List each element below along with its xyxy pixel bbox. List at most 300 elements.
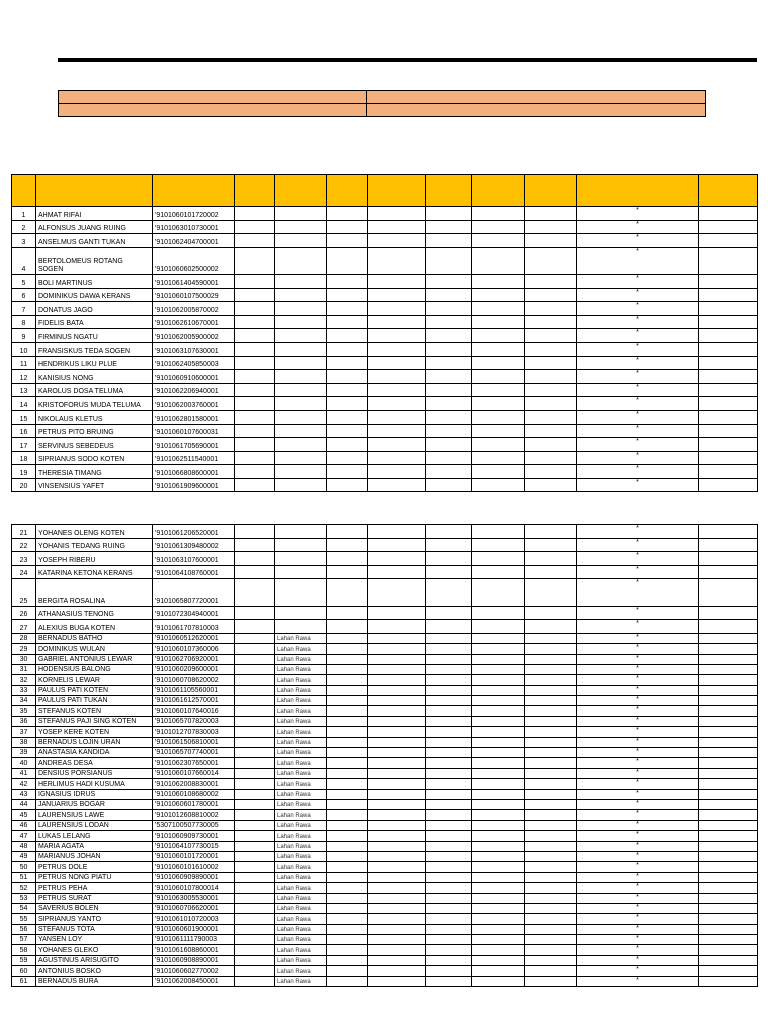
empty-cell	[699, 356, 758, 370]
row-number: 10	[12, 342, 36, 356]
empty-cell	[327, 633, 368, 643]
table-row	[12, 862, 758, 872]
empty-cell	[235, 800, 275, 810]
land-type: Lahan Rawa	[275, 664, 327, 674]
farmer-name: HENDRIKUS LIKU PLUE	[36, 356, 153, 370]
empty-cell	[426, 552, 472, 566]
empty-cell	[472, 579, 525, 606]
empty-cell	[699, 789, 758, 799]
empty-cell	[235, 370, 275, 384]
empty-cell	[327, 478, 368, 492]
empty-cell	[327, 903, 368, 913]
empty-cell	[699, 800, 758, 810]
nik-number: '9101060107800014	[153, 883, 235, 893]
table-row	[12, 737, 758, 747]
empty-cell	[327, 935, 368, 945]
row-number: 29	[12, 644, 36, 654]
empty-cell	[472, 451, 525, 465]
empty-cell	[472, 768, 525, 778]
empty-cell	[472, 716, 525, 726]
nik-number: '9101060909890001	[153, 872, 235, 882]
farmer-name: YOHANES OLENG KOTEN	[36, 525, 153, 539]
mark-cell: *	[577, 274, 699, 288]
row-number: 14	[12, 397, 36, 411]
empty-cell	[525, 872, 577, 882]
empty-cell	[525, 831, 577, 841]
table-row	[12, 872, 758, 882]
land-type: Lahan Rawa	[275, 903, 327, 913]
farmer-name: HODENSIUS BALONG	[36, 664, 153, 674]
empty-cell	[426, 800, 472, 810]
table-row	[12, 810, 758, 820]
empty-cell	[235, 538, 275, 552]
table-row	[12, 478, 758, 492]
land-type	[275, 424, 327, 438]
row-number: 11	[12, 356, 36, 370]
empty-cell	[525, 424, 577, 438]
land-type: Lahan Rawa	[275, 966, 327, 976]
table-row	[12, 883, 758, 893]
nik-number: '9101062005900002	[153, 329, 235, 343]
table-row	[12, 696, 758, 706]
empty-cell	[525, 478, 577, 492]
empty-cell	[525, 685, 577, 695]
farmer-name: STEFANUS TOTA	[36, 924, 153, 934]
empty-cell	[472, 851, 525, 861]
farmer-name: AHMAT RIFAI	[36, 207, 153, 221]
land-type	[275, 356, 327, 370]
table-row	[12, 789, 758, 799]
empty-cell	[426, 685, 472, 695]
farmer-name: ALFONSUS JUANG RUING	[36, 220, 153, 234]
mark-cell: *	[577, 696, 699, 706]
farmer-name: KRISTOFORUS MUDA TELUMA	[36, 397, 153, 411]
empty-cell	[426, 356, 472, 370]
land-type	[275, 274, 327, 288]
row-number: 34	[12, 696, 36, 706]
empty-cell	[327, 465, 368, 479]
table-row	[12, 820, 758, 830]
empty-cell	[327, 525, 368, 539]
empty-cell	[525, 966, 577, 976]
empty-cell	[472, 664, 525, 674]
empty-cell	[327, 274, 368, 288]
empty-cell	[472, 302, 525, 316]
empty-cell	[368, 893, 426, 903]
empty-cell	[699, 565, 758, 579]
empty-cell	[426, 727, 472, 737]
nik-number: '9101060107500029	[153, 288, 235, 302]
farmer-name: DENSIUS PORSIANUS	[36, 768, 153, 778]
empty-cell	[368, 955, 426, 965]
farmer-name: JANUARIUS BOGAR	[36, 800, 153, 810]
row-number: 32	[12, 675, 36, 685]
nik-number: '9101061705690001	[153, 438, 235, 452]
land-type: Lahan Rawa	[275, 758, 327, 768]
farmer-name: PAULUS PATI TUKAN	[36, 696, 153, 706]
nik-number: '9101060706620001	[153, 903, 235, 913]
farmer-name: MARIA AGATA	[36, 841, 153, 851]
mark-cell: *	[577, 872, 699, 882]
land-type	[275, 552, 327, 566]
table-row	[12, 451, 758, 465]
empty-cell	[327, 397, 368, 411]
farmer-name: YANSEN LOY	[36, 935, 153, 945]
empty-cell	[426, 831, 472, 841]
land-type: Lahan Rawa	[275, 851, 327, 861]
header-cell	[472, 175, 525, 207]
empty-cell	[368, 862, 426, 872]
row-number: 41	[12, 768, 36, 778]
table-row	[12, 851, 758, 861]
empty-cell	[368, 810, 426, 820]
empty-cell	[426, 525, 472, 539]
header-cell	[577, 175, 699, 207]
table-row	[12, 706, 758, 716]
mark-cell: *	[577, 945, 699, 955]
nik-number: '9101062801580001	[153, 410, 235, 424]
empty-cell	[235, 525, 275, 539]
empty-cell	[368, 716, 426, 726]
farmer-name: KORNELIS LEWAR	[36, 675, 153, 685]
empty-cell	[472, 370, 525, 384]
empty-cell	[327, 565, 368, 579]
empty-cell	[368, 424, 426, 438]
empty-cell	[368, 383, 426, 397]
empty-cell	[327, 438, 368, 452]
table-row	[12, 620, 758, 634]
empty-cell	[426, 606, 472, 620]
table-row	[12, 370, 758, 384]
land-type	[275, 370, 327, 384]
empty-cell	[327, 727, 368, 737]
empty-cell	[426, 737, 472, 747]
empty-cell	[472, 654, 525, 664]
empty-cell	[699, 207, 758, 221]
farmer-name: GABRIEL ANTONIUS LEWAR	[36, 654, 153, 664]
mark-cell: *	[577, 220, 699, 234]
empty-cell	[235, 620, 275, 634]
empty-cell	[472, 383, 525, 397]
empty-cell	[699, 820, 758, 830]
farmer-name: YOSEPH RIBERU	[36, 552, 153, 566]
empty-cell	[472, 696, 525, 706]
empty-cell	[327, 945, 368, 955]
mark-cell: *	[577, 955, 699, 965]
nik-number: '9101062706920001	[153, 654, 235, 664]
mark-cell: *	[577, 329, 699, 343]
farmer-name: HERLIMUS HADI KUSUMA	[36, 779, 153, 789]
empty-cell	[472, 883, 525, 893]
empty-cell	[525, 220, 577, 234]
empty-cell	[368, 465, 426, 479]
empty-cell	[426, 438, 472, 452]
mark-cell: *	[577, 800, 699, 810]
farmer-name: PETRUS PITO BRUING	[36, 424, 153, 438]
empty-cell	[699, 234, 758, 248]
empty-cell	[368, 451, 426, 465]
empty-cell	[525, 883, 577, 893]
empty-cell	[426, 768, 472, 778]
row-number: 35	[12, 706, 36, 716]
empty-cell	[327, 955, 368, 965]
empty-cell	[327, 841, 368, 851]
empty-cell	[426, 565, 472, 579]
empty-cell	[368, 851, 426, 861]
mark-cell: *	[577, 302, 699, 316]
mark-cell: *	[577, 397, 699, 411]
land-type	[275, 220, 327, 234]
empty-cell	[426, 893, 472, 903]
farmer-name: YOHANIS TEDANG RUING	[36, 538, 153, 552]
empty-cell	[699, 247, 758, 274]
empty-cell	[525, 329, 577, 343]
land-type: Lahan Rawa	[275, 841, 327, 851]
empty-cell	[472, 329, 525, 343]
empty-cell	[426, 696, 472, 706]
empty-cell	[525, 903, 577, 913]
table-row	[12, 438, 758, 452]
header-cell	[275, 175, 327, 207]
empty-cell	[472, 924, 525, 934]
farmer-name: AGUSTINUS ARISUGITO	[36, 955, 153, 965]
empty-cell	[699, 810, 758, 820]
empty-cell	[327, 914, 368, 924]
empty-cell	[368, 579, 426, 606]
empty-cell	[235, 342, 275, 356]
farmer-name: FIRMINUS NGATU	[36, 329, 153, 343]
empty-cell	[368, 820, 426, 830]
farmer-name: ATHANASIUS TENONG	[36, 606, 153, 620]
mark-cell: *	[577, 914, 699, 924]
empty-cell	[525, 664, 577, 674]
info-cell	[59, 91, 367, 104]
header-cell	[368, 175, 426, 207]
empty-cell	[472, 758, 525, 768]
empty-cell	[525, 748, 577, 758]
farmer-name: KAROLUS DOSA TELUMA	[36, 383, 153, 397]
empty-cell	[368, 924, 426, 934]
empty-cell	[235, 924, 275, 934]
empty-cell	[472, 397, 525, 411]
mark-cell: *	[577, 633, 699, 643]
nik-number: '9101062008450001	[153, 976, 235, 986]
empty-cell	[368, 789, 426, 799]
nik-number: '9101060107660014	[153, 768, 235, 778]
land-type	[275, 478, 327, 492]
land-type	[275, 383, 327, 397]
empty-cell	[235, 288, 275, 302]
empty-cell	[426, 872, 472, 882]
empty-cell	[699, 644, 758, 654]
empty-cell	[327, 893, 368, 903]
empty-cell	[472, 438, 525, 452]
empty-cell	[327, 831, 368, 841]
table-row	[12, 606, 758, 620]
table-row	[12, 288, 758, 302]
farmer-name: NIKOLAUS KLETUS	[36, 410, 153, 424]
farmer-name: PETRUS DOLE	[36, 862, 153, 872]
empty-cell	[525, 552, 577, 566]
farmer-name: DOMINIKUS WULAN	[36, 644, 153, 654]
row-number: 22	[12, 538, 36, 552]
empty-cell	[525, 302, 577, 316]
empty-cell	[235, 914, 275, 924]
empty-cell	[235, 675, 275, 685]
empty-cell	[699, 872, 758, 882]
mark-cell: *	[577, 883, 699, 893]
empty-cell	[368, 935, 426, 945]
nik-number: '9101060107360006	[153, 644, 235, 654]
empty-cell	[426, 748, 472, 758]
table-row	[12, 274, 758, 288]
row-number: 27	[12, 620, 36, 634]
empty-cell	[327, 220, 368, 234]
empty-cell	[426, 397, 472, 411]
farmer-name: FIDELIS BATA	[36, 315, 153, 329]
nik-number: '9101061506810001	[153, 737, 235, 747]
empty-cell	[525, 893, 577, 903]
empty-cell	[235, 945, 275, 955]
empty-cell	[368, 220, 426, 234]
mark-cell: *	[577, 789, 699, 799]
land-type	[275, 234, 327, 248]
row-number: 4	[12, 247, 36, 274]
empty-cell	[699, 841, 758, 851]
empty-cell	[327, 247, 368, 274]
empty-cell	[699, 903, 758, 913]
empty-cell	[472, 315, 525, 329]
empty-cell	[235, 397, 275, 411]
empty-cell	[368, 841, 426, 851]
nik-number: '9101060601780001	[153, 800, 235, 810]
farmer-name: ANDREAS DESA	[36, 758, 153, 768]
nik-number: '9101061111790003	[153, 935, 235, 945]
header-cell	[153, 175, 235, 207]
empty-cell	[525, 606, 577, 620]
empty-cell	[235, 220, 275, 234]
empty-cell	[426, 716, 472, 726]
farmer-name: PETRUS PEHA	[36, 883, 153, 893]
empty-cell	[699, 383, 758, 397]
empty-cell	[699, 579, 758, 606]
empty-cell	[327, 966, 368, 976]
empty-cell	[525, 207, 577, 221]
empty-cell	[472, 955, 525, 965]
header-cell	[12, 175, 36, 207]
mark-cell: *	[577, 370, 699, 384]
empty-cell	[368, 872, 426, 882]
mark-cell: *	[577, 820, 699, 830]
farmer-name: DOMINIKUS DAWA KERANS	[36, 288, 153, 302]
empty-cell	[426, 862, 472, 872]
empty-cell	[699, 685, 758, 695]
farmer-name: ALEXIUS BUGA KOTEN	[36, 620, 153, 634]
header-cell	[426, 175, 472, 207]
empty-cell	[327, 976, 368, 986]
land-type: Lahan Rawa	[275, 696, 327, 706]
farmer-name: PETRUS NONG PIATU	[36, 872, 153, 882]
land-type: Lahan Rawa	[275, 768, 327, 778]
empty-cell	[368, 552, 426, 566]
nik-number: '9101060108680002	[153, 789, 235, 799]
empty-cell	[327, 768, 368, 778]
land-type: Lahan Rawa	[275, 789, 327, 799]
row-number: 46	[12, 820, 36, 830]
table-row	[12, 315, 758, 329]
farmer-name: KATARINA KETONA KERANS	[36, 565, 153, 579]
mark-cell: *	[577, 207, 699, 221]
empty-cell	[327, 675, 368, 685]
mark-cell: *	[577, 315, 699, 329]
row-number: 39	[12, 748, 36, 758]
empty-cell	[525, 274, 577, 288]
empty-cell	[699, 438, 758, 452]
table-row	[12, 207, 758, 221]
empty-cell	[426, 410, 472, 424]
empty-cell	[235, 565, 275, 579]
land-type: Lahan Rawa	[275, 800, 327, 810]
land-type: Lahan Rawa	[275, 862, 327, 872]
row-number: 61	[12, 976, 36, 986]
table-row	[12, 966, 758, 976]
empty-cell	[525, 438, 577, 452]
table-row	[12, 329, 758, 343]
empty-cell	[699, 538, 758, 552]
empty-cell	[426, 644, 472, 654]
nik-number: '9101064107730015	[153, 841, 235, 851]
empty-cell	[327, 696, 368, 706]
empty-cell	[235, 820, 275, 830]
empty-cell	[327, 207, 368, 221]
mark-cell: *	[577, 685, 699, 695]
row-number: 53	[12, 893, 36, 903]
empty-cell	[472, 620, 525, 634]
empty-cell	[472, 565, 525, 579]
table-row	[12, 903, 758, 913]
empty-cell	[699, 862, 758, 872]
nik-number: '9101060101610002	[153, 862, 235, 872]
row-number: 54	[12, 903, 36, 913]
empty-cell	[525, 841, 577, 851]
row-number: 59	[12, 955, 36, 965]
nik-number: '9101060602500002	[153, 247, 235, 274]
empty-cell	[699, 696, 758, 706]
nik-number: '9101072304940001	[153, 606, 235, 620]
empty-cell	[327, 424, 368, 438]
empty-cell	[327, 315, 368, 329]
empty-cell	[525, 820, 577, 830]
empty-cell	[235, 302, 275, 316]
nik-number: '9101062206940001	[153, 383, 235, 397]
empty-cell	[699, 397, 758, 411]
table-row	[12, 234, 758, 248]
land-type: Lahan Rawa	[275, 831, 327, 841]
empty-cell	[235, 315, 275, 329]
nik-number: '9101060107640016	[153, 706, 235, 716]
empty-cell	[327, 872, 368, 882]
empty-cell	[327, 342, 368, 356]
land-type	[275, 410, 327, 424]
farmer-name: YOHANES GLEKO	[36, 945, 153, 955]
empty-cell	[472, 274, 525, 288]
table-row	[12, 579, 758, 606]
empty-cell	[426, 779, 472, 789]
empty-cell	[525, 342, 577, 356]
empty-cell	[327, 800, 368, 810]
land-type: Lahan Rawa	[275, 976, 327, 986]
empty-cell	[472, 525, 525, 539]
